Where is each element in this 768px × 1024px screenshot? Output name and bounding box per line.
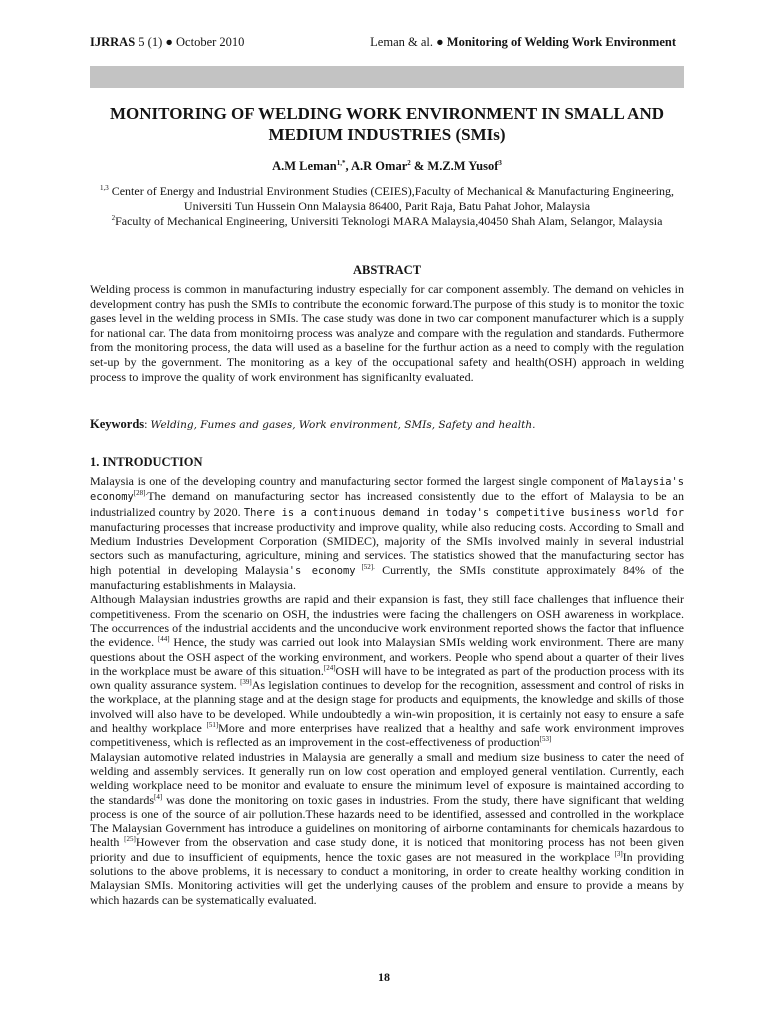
p1-text-1: Malaysia is one of the developing country and manufacturing sector formed the largest single component of — [90, 474, 622, 488]
keywords-sep: : — [144, 417, 151, 431]
paragraph-1 — [90, 474, 684, 592]
p1-text-6: 's economy — [288, 564, 356, 577]
p1-text-7: Currently, the SMIs constitute approximately 84% of the manufacturing establishments in Malaysia. — [90, 562, 684, 593]
paragraph-3 — [90, 750, 684, 907]
citation: [25] — [124, 835, 136, 844]
header-authors: Leman & al. ● — [370, 35, 447, 49]
keywords-text: Welding, Fumes and gases, Work environment, SMIs, Safety and health. — [150, 419, 536, 431]
p2-text-3: OSH will have to be integrated as part of the production process with its own quality assurance system. — [90, 663, 684, 693]
p2-text-5: More and more enterprises have realized that a healthy and safe work environment improves competitiveness, which is reflected as an improvement in the cost-effectiveness of production — [90, 721, 684, 750]
author-3-sup: 3 — [498, 158, 502, 167]
p3-text-3: However from the observation and case study done, it is noticed that monitoring process has not been given priority and due to insufficient of equipments, hence the toxic gases are not measured in the workplace — [90, 835, 684, 864]
p2-text-1: Although Malaysian industries growths are rapid and their expansion is fast, they still face challenges that influence their competitiveness. From the scenario on OSH, the industries were facing the challengers on OSH awareness in workplace. The occurrences of the industrial accidents and the unconducive work environment reported shows the factor that influence the evidence. — [90, 592, 684, 650]
affiliation-2-sup: 2 — [111, 214, 116, 222]
page-number: 18 — [378, 970, 390, 984]
paper-title: MONITORING OF WELDING WORK ENVIRONMENT IN SMALL AND MEDIUM INDUSTRIES (SMIs) — [110, 104, 664, 144]
header-bar — [90, 66, 684, 88]
citation: [4] — [154, 792, 163, 801]
citation: [44] — [157, 635, 170, 644]
header-right — [370, 34, 676, 50]
citation: [39] — [240, 678, 252, 687]
affiliation-2-text: Faculty of Mechanical Engineering, Universiti Teknologi MARA Malaysia,40450 Shah Alam, Selangor, Malaysia — [115, 214, 663, 228]
p2-text-2: Hence, the study was carried out look into Malaysian SMIs welding work environment. There are many questions about the OSH aspect of the working environment, and workers. People who spend about a quarter of their lives in the workplace must be aware of this situation. — [90, 635, 684, 678]
affiliations — [90, 184, 684, 229]
affiliation-1-sup: 1,3 — [99, 184, 109, 192]
abstract-heading: ABSTRACT — [352, 263, 422, 277]
abstract-text: Welding process is common in manufacturing industry especially for car component assembly. The demand on vehicles in development contry has push the SMIs to contribute the economic forward.The purpose of this study is to monitor the toxic gases level in the welding process in SMIs. The case study was done in two car component manufacturer which is a supply for national car. The data from monitoirng process was analyze and compare with the regulation and standards. Futhermore from the monitoring process, the data will used as a baseline for the furthur action as a need to comply with the regulation set-up by the government. The monitoring as a key of the occupational safety and health(OSH) approach in welding process to improve the quality of work environment has significanlty evaluated. — [90, 282, 684, 384]
keywords — [90, 417, 684, 433]
p1-text-2: Malaysia's economy — [90, 476, 684, 504]
p1-text-4: There is a continuous demand in today's competitive business world for — [243, 506, 684, 519]
journal-issue: 5 (1) ● October 2010 — [135, 35, 245, 49]
author-1: A.M Leman — [272, 159, 337, 173]
citation: [3] — [614, 849, 623, 858]
p1-text-5: manufacturing processes that increase productivity and improve quality, while also reducing costs. According to Small and Medium Industries Development Corporation (SMIDEC), majority of the SMIs involved mainly in several industrial sectors such as manufacturing, agriculture, mining and services. The statistics showed that the manufacturing sector has high potential in developing Malaysia — [90, 519, 684, 577]
citation: [28]. — [133, 489, 148, 498]
journal-info — [90, 34, 244, 50]
section-heading: 1. INTRODUCTION — [90, 455, 203, 469]
author-2-sup: 2 — [407, 158, 411, 167]
citation: [24] — [323, 663, 336, 672]
author-2: , A.R Omar — [345, 159, 408, 173]
author-3: & M.Z.M Yusof — [410, 159, 499, 173]
p3-text-4: In providing solutions to the above problems, it is necessary to conduct a monitoring, in order to create healthy working condition in Malaysian SMIs. Monitoring activities will get the underlying causes of the problem and ensure to provide a means by which hazards can be systematically evaluated. — [90, 849, 684, 907]
citation: [53] — [539, 735, 552, 744]
author-1-sup: 1,* — [336, 158, 346, 167]
p2-text-4: As legislation continues to develop for the recognition, assessment and control of risks in the workplace, at the planning stage and at the design stage for products and equipments, the knowledge and skills of those involved will also have to be developed. While undoubtedly a win-win proposition, it is certainly not easy to ensure a safe and healthy workplace — [90, 678, 684, 736]
affiliation-1-text: Center of Energy and Industrial Environment Studies (CEIES),Faculty of Mechanical & Manufacturing Engineering, Universiti Tun Hussein Onn Malaysia 86400, Parit Raja, Batu Pahat Johor, Malaysia — [108, 184, 675, 213]
running-title: Monitoring of Welding Work Environment — [446, 35, 676, 49]
affiliation-1 — [90, 184, 684, 214]
p3-text-1: Malaysian automotive related industries in Malaysia are generally a small and medium size business to cater the need of welding and assembly services. It generally run on low cost operation and employed general ventilation. Currently, each welding workplace need to be monitor and evaluate to ensure the minimum level of exposure is maintained according to the standards — [90, 749, 684, 807]
section-body — [90, 474, 684, 907]
author-list — [90, 158, 684, 174]
p1-text-3: The demand on manufacturing sector has increased consistently due to the effort of Malaysia to be an industrialized country by 2020. — [90, 489, 684, 519]
citation: [52]. — [355, 562, 375, 571]
keywords-label: Keywords — [90, 417, 145, 431]
paragraph-2 — [90, 592, 684, 749]
citation: [51] — [206, 721, 219, 730]
p3-text-2: was done the monitoring on toxic gases in industries. From the study, there have significant that welding process is one of the source of air pollution.These hazards need to be identified, assessed and controlled in the workplace The Malaysian Government has introduce a guidelines on monitoring of airborne contaminants for chemicals hazardous to health — [90, 792, 685, 850]
affiliation-2 — [90, 214, 684, 229]
running-header — [90, 34, 676, 50]
journal-name: IJRRAS — [90, 35, 136, 49]
